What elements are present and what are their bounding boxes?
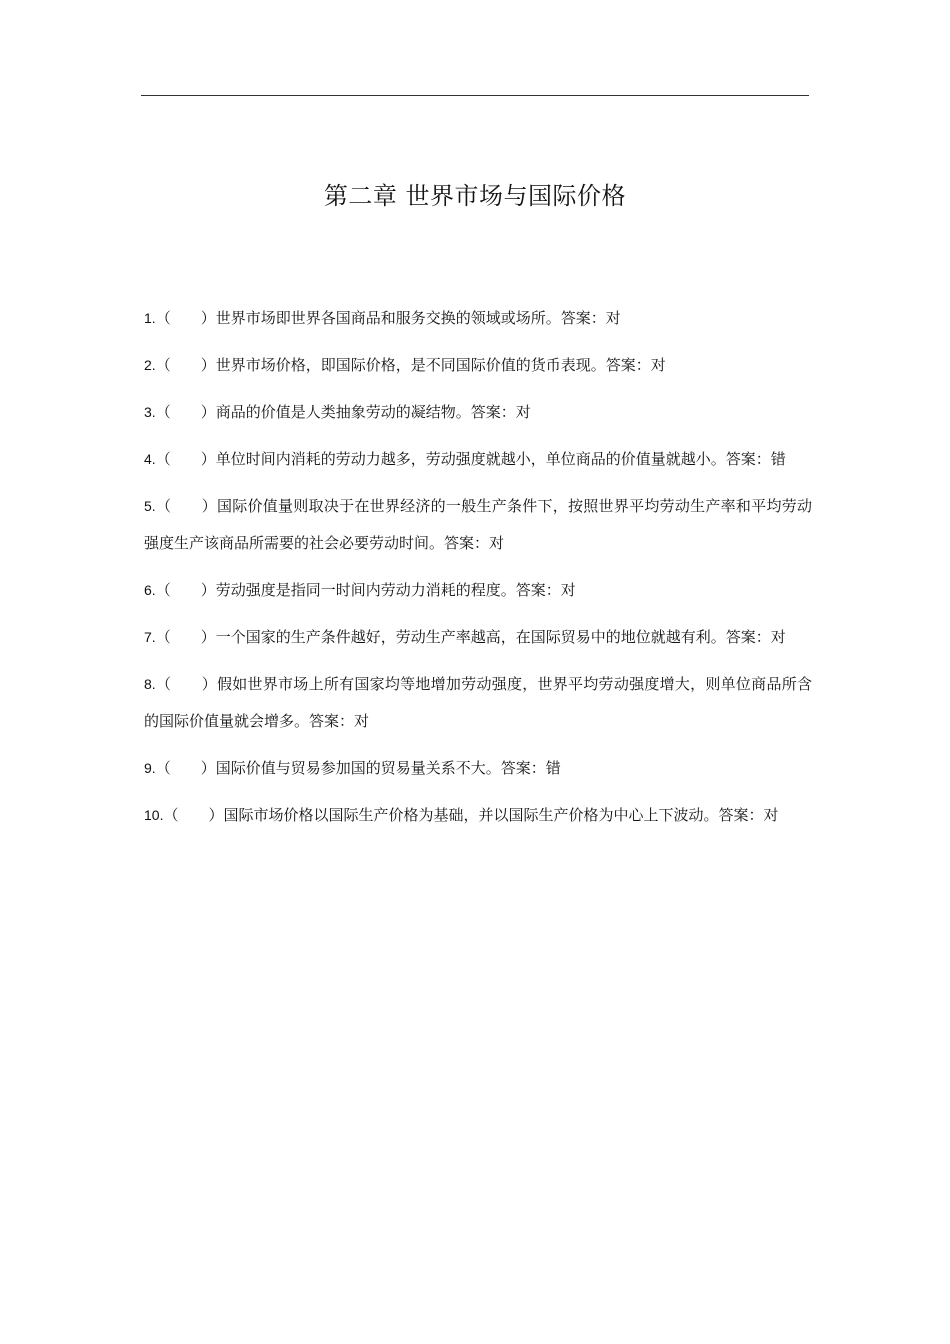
- question-number: 5.: [144, 498, 156, 514]
- question-list: [144, 300, 812, 844]
- chapter-title: 第二章 世界市场与国际价格: [323, 182, 627, 210]
- question-item: [144, 394, 812, 431]
- answer-blank: （ ）: [155, 403, 216, 421]
- answer-blank: （ ）: [155, 356, 216, 374]
- question-number: 4.: [144, 451, 156, 467]
- question-text: 劳动强度是指同一时间内劳动力消耗的程度。答案：对: [215, 581, 576, 599]
- question-text: 世界市场价格，即国际价格，是不同国际价值的货币表现。答案：对: [215, 356, 666, 374]
- question-text: 国际价值与贸易参加国的贸易量关系不大。答案：错: [215, 759, 561, 777]
- question-text: 假如世界市场上所有国家均等地增加劳动强度，世界平均劳动强度增大，则单位商品所含的国际价值量就会增多。答案：对: [144, 675, 812, 730]
- question-text: 世界市场即世界各国商品和服务交换的领域或场所。答案：对: [215, 309, 621, 327]
- answer-blank: （ ）: [155, 497, 217, 515]
- header-rule: [141, 95, 809, 96]
- question-item: [144, 797, 812, 834]
- answer-blank: （ ）: [155, 628, 216, 646]
- question-number: 10.: [144, 807, 164, 823]
- question-number: 2.: [144, 357, 156, 373]
- question-item: [144, 666, 812, 740]
- question-item: [144, 441, 812, 478]
- question-item: [144, 572, 812, 609]
- question-text: 商品的价值是人类抽象劳动的凝结物。答案：对: [215, 403, 531, 421]
- question-item: [144, 347, 812, 384]
- question-number: 3.: [144, 404, 156, 420]
- answer-blank: （ ）: [163, 806, 224, 824]
- answer-blank: （ ）: [155, 309, 216, 327]
- question-item: [144, 619, 812, 656]
- answer-blank: （ ）: [155, 675, 217, 693]
- answer-blank: （ ）: [155, 759, 216, 777]
- answer-blank: （ ）: [155, 581, 216, 599]
- question-item: [144, 750, 812, 787]
- question-number: 7.: [144, 629, 156, 645]
- question-text: 一个国家的生产条件越好，劳动生产率越高，在国际贸易中的地位就越有利。答案：对: [215, 628, 786, 646]
- question-number: 1.: [144, 310, 156, 326]
- question-text: 单位时间内消耗的劳动力越多，劳动强度就越小，单位商品的价值量就越小。答案：错: [215, 450, 786, 468]
- question-text: 国际市场价格以国际生产价格为基础，并以国际生产价格为中心上下波动。答案：对: [223, 806, 779, 824]
- question-number: 9.: [144, 760, 156, 776]
- question-item: [144, 488, 812, 562]
- question-text: 国际价值量则取决于在世界经济的一般生产条件下，按照世界平均劳动生产率和平均劳动强度生产该商品所需要的社会必要劳动时间。答案：对: [144, 497, 812, 552]
- question-number: 8.: [144, 676, 156, 692]
- question-item: [144, 300, 812, 337]
- question-number: 6.: [144, 582, 156, 598]
- answer-blank: （ ）: [155, 450, 216, 468]
